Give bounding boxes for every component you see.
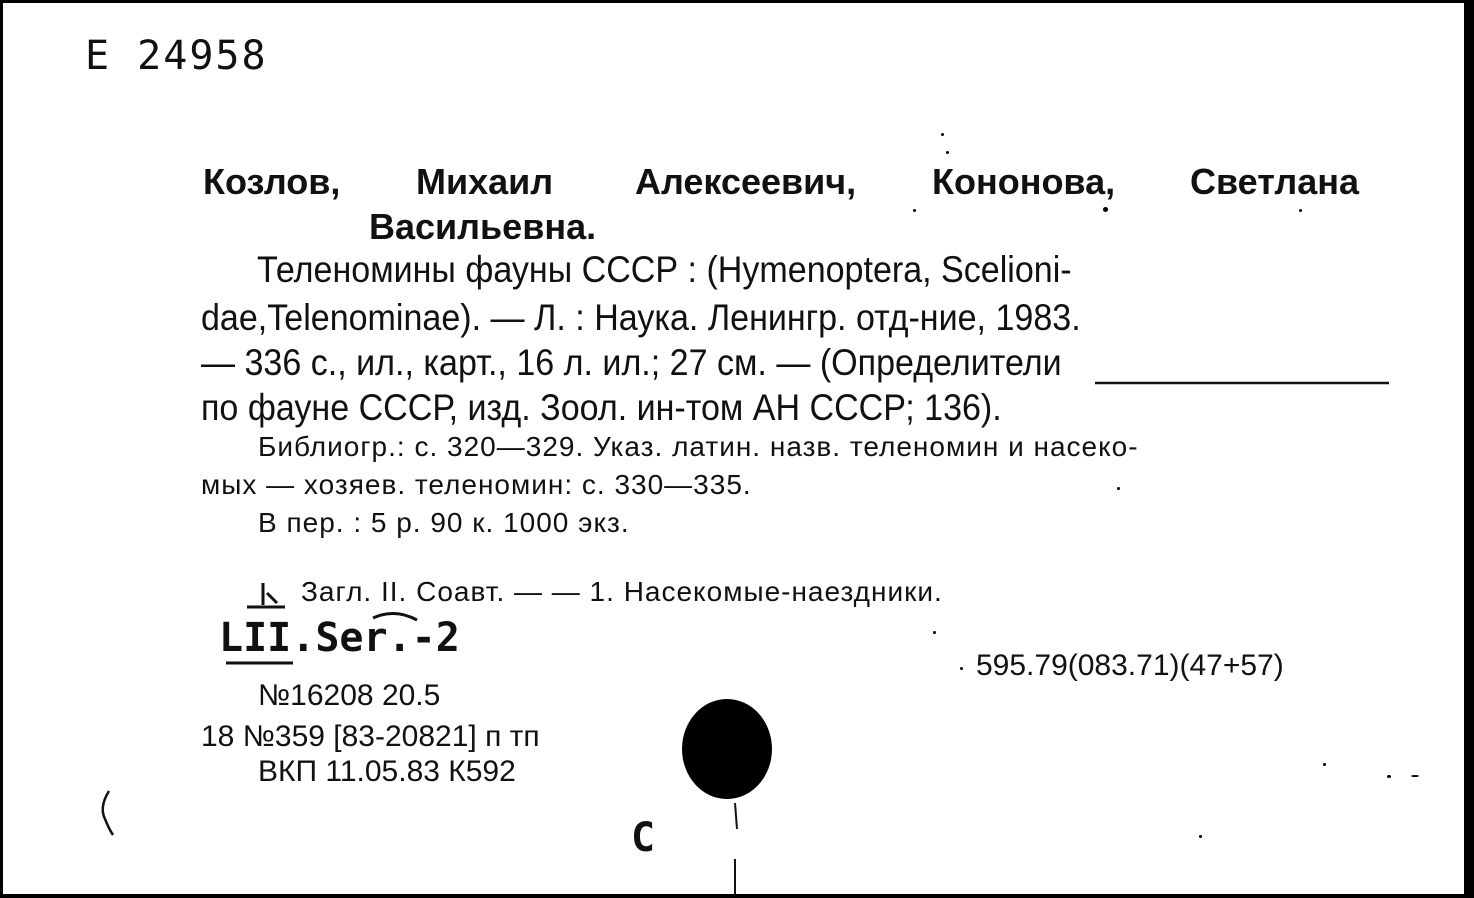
print-speck — [913, 209, 916, 212]
heading-word: Кононова, — [932, 161, 1116, 202]
heading-word: Светлана — [1190, 161, 1360, 202]
print-speck — [960, 667, 963, 670]
print-speck — [946, 151, 949, 154]
tracing-line: Загл. II. Соавт. — — 1. Насекомые-наездники. — [301, 576, 943, 607]
print-speck — [1323, 763, 1326, 766]
letter-mark: C — [631, 815, 656, 861]
print-speck — [1103, 207, 1108, 212]
print-speck — [933, 631, 936, 634]
shelf-mark: LII.Ser.-2 — [219, 615, 460, 661]
handwritten-tick-mark — [243, 581, 289, 611]
code-line: 18 №359 [83-20821] п тп — [201, 720, 540, 753]
notes-line: мых — хозяев. теленомин: с. 330—335. — [201, 469, 752, 500]
description-line: dae,Telenominae). — Л. : Наука. Ленингр. отд-ние, 1983. — [201, 297, 1081, 338]
heading-word: Козлов, — [203, 161, 341, 202]
heading-word: Михаил — [416, 161, 554, 202]
print-speck — [1411, 775, 1419, 777]
shelf-mark-underline — [225, 659, 295, 667]
print-speck — [941, 133, 944, 136]
print-speck — [1387, 775, 1391, 778]
print-speck — [1299, 209, 1302, 212]
card-number: Е 24958 — [85, 33, 268, 79]
print-speck — [1199, 835, 1202, 838]
description-line: по фауне СССР, изд. Зоол. ин-том АН СССР; 136). — [201, 387, 1002, 428]
description-line: — 336 с., ил., карт., 16 л. ил.; 27 см. — (Определители — [201, 342, 1062, 383]
heading-second-line: Васильевна. — [369, 206, 597, 247]
description-line: Теленомины фауны СССР : (Hymenoptera, Scelioni- — [257, 249, 1072, 290]
code-line: ВКП 11.05.83 К592 — [258, 755, 516, 788]
udc-code: 595.79(083.71)(47+57) — [976, 649, 1284, 682]
print-speck — [1117, 487, 1120, 490]
code-line: №16208 20.5 — [258, 679, 441, 712]
heading-word: Алексеевич, — [635, 161, 857, 202]
price-line: В пер. : 5 р. 90 к. 1000 экз. — [258, 507, 630, 538]
notes-line: Библиогр.: с. 320—329. Указ. латин. назв. теленомин и насеко- — [258, 431, 1139, 462]
punch-hole-icon — [679, 699, 779, 898]
handwritten-underline — [1093, 375, 1393, 391]
pencil-mark — [95, 789, 119, 839]
